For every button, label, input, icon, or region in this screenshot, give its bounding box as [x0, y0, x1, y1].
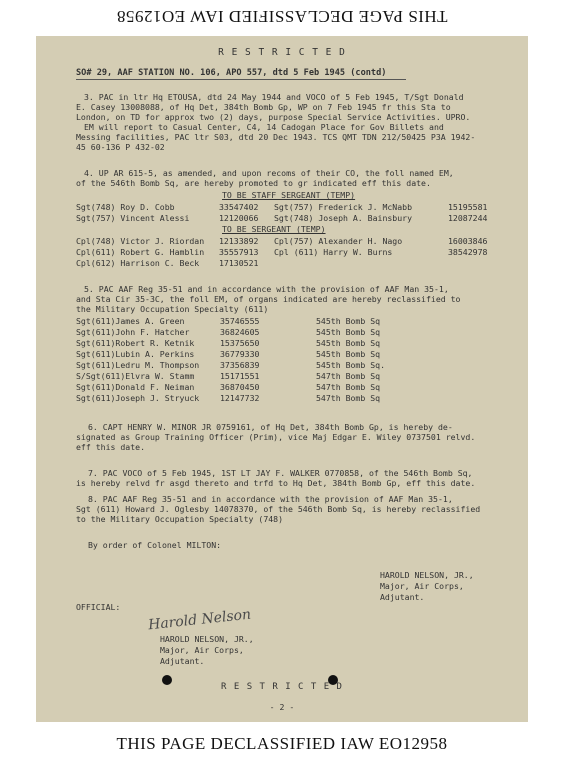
para5-line-1: 5. PAC AAF Reg 35-51 and in accordance with the provision of AAF Man 35-1,: [84, 284, 449, 294]
para3-line-5: Messing facilities, PAC ltr S03, dtd 20 Dec 1943. TCS QMT TDN 212/50425 P3A 1942-: [76, 132, 476, 142]
by-order-line: By order of Colonel MILTON:: [88, 540, 222, 550]
para8-line-3: to the Military Occupation Specialty (748): [76, 514, 284, 524]
ssgt-row-1-serial-a: 33547402: [219, 202, 259, 212]
reclass-row-3-serial: 15375650: [220, 338, 260, 348]
sig-left-name: HAROLD NELSON, JR.,: [160, 634, 254, 644]
ssgt-row-2-name-b: Sgt(748) Joseph A. Bainsbury: [274, 213, 413, 223]
declassified-banner-top: THIS PAGE DECLASSIFIED IAW EO12958: [116, 7, 448, 26]
para3-line-2: E. Casey 13008088, of Hq Det, 384th Bomb Gp, WP on 7 Feb 1945 fr this Sta to: [76, 102, 451, 112]
sig-left-rank: Major, Air Corps,: [160, 645, 244, 655]
header-underline: [76, 79, 406, 80]
reclass-row-5-serial: 37356839: [220, 360, 260, 370]
sig-right-name: HAROLD NELSON, JR.,: [380, 570, 474, 580]
reclass-row-7-name: Sgt(611)Donald F. Neiman: [76, 382, 195, 392]
reclass-row-5-unit: 545th Bomb Sq.: [316, 360, 386, 370]
reclass-row-2-name: Sgt(611)John F. Hatcher: [76, 327, 190, 337]
para5-line-2: and Sta Cir 35-3C, the foll EM, of organs indicated are hereby reclassified to: [76, 294, 461, 304]
official-label: OFFICIAL:: [76, 602, 121, 612]
para4-line-1: 4. UP AR 615-5, as amended, and upon recoms of their CO, the foll named EM,: [84, 168, 454, 178]
reclass-row-2-unit: 545th Bomb Sq: [316, 327, 381, 337]
ssgt-row-1-name-a: Sgt(748) Roy D. Cobb: [76, 202, 175, 212]
para5-line-3: the Military Occupation Specialty (611): [76, 304, 269, 314]
para3-line-1: 3. PAC in ltr Hq ETOUSA, dtd 24 May 1944 and VOCO of 5 Feb 1945, T/Sgt Donald: [84, 92, 464, 102]
para6-line-1: 6. CAPT HENRY W. MINOR JR 0759161, of Hq Det, 384th Bomb Gp, is hereby de-: [88, 422, 453, 432]
sgt-row-2-serial-b: 38542978: [448, 247, 488, 257]
sig-right-rank: Major, Air Corps,: [380, 581, 464, 591]
reclass-row-4-serial: 36779330: [220, 349, 260, 359]
para3-line-4: EM will report to Casual Center, C4, 14 Cadogan Place for Gov Billets and: [84, 122, 444, 132]
para3-line-6: 45 60-136 P 432-02: [76, 142, 165, 152]
restricted-footer: R E S T R I C T E D: [221, 682, 343, 692]
sgt-row-2-name-a: Cpl(611) Robert G. Hamblin: [76, 247, 205, 257]
para7-line-2: is hereby relvd fr asgd thereto and trfd to Hq Det, 384th Bomb Gp, eff this date.: [76, 478, 476, 488]
reclass-row-6-unit: 547th Bomb Sq: [316, 371, 381, 381]
reclass-row-8-unit: 547th Bomb Sq: [316, 393, 381, 403]
reclass-row-1-name: Sgt(611)James A. Green: [76, 316, 185, 326]
para8-line-2: Sgt (611) Howard J. Oglesby 14078370, of the 546th Bomb Sq, is hereby reclassified: [76, 504, 481, 514]
sgt-row-3-name-a: Cpl(612) Harrison C. Beck: [76, 258, 200, 268]
reclass-row-8-name: Sgt(611)Joseph J. Stryuck: [76, 393, 200, 403]
sgt-row-1-name-b: Cpl(757) Alexander H. Nago: [274, 236, 403, 246]
sgt-row-2-serial-a: 35557913: [219, 247, 259, 257]
sig-left-title: Adjutant.: [160, 656, 205, 666]
sig-right-title: Adjutant.: [380, 592, 425, 602]
reclass-row-7-unit: 547th Bomb Sq: [316, 382, 381, 392]
reclass-row-3-unit: 545th Bomb Sq: [316, 338, 381, 348]
restricted-header: R E S T R I C T E D: [218, 47, 346, 58]
reclass-row-4-unit: 545th Bomb Sq: [316, 349, 381, 359]
para3-line-3: London, on TD for approx two (2) days, purpose Special Service Activities. UPRO.: [76, 112, 471, 122]
order-header: SO# 29, AAF STATION NO. 106, APO 557, dtd 5 Feb 1945 (contd): [76, 68, 387, 78]
reclass-row-7-serial: 36870450: [220, 382, 260, 392]
reclass-row-6-name: S/Sgt(611)Elvra W. Stamm: [76, 371, 195, 381]
sgt-row-1-serial-b: 16003846: [448, 236, 488, 246]
reclass-row-8-serial: 12147732: [220, 393, 260, 403]
declassified-banner-bottom: THIS PAGE DECLASSIFIED IAW EO12958: [116, 734, 448, 753]
reclass-row-2-serial: 36824605: [220, 327, 260, 337]
reclass-row-1-unit: 545th Bomb Sq: [316, 316, 381, 326]
para6-line-2: signated as Group Training Officer (Prim), vice Maj Edgar E. Wiley 0737501 relvd.: [76, 432, 476, 442]
ssgt-row-2-serial-b: 12087244: [448, 213, 488, 223]
reclass-row-5-name: Sgt(611)Ledru M. Thompson: [76, 360, 200, 370]
sgt-row-1-name-a: Cpl(748) Victor J. Riordan: [76, 236, 205, 246]
ssgt-row-1-serial-b: 15195581: [448, 202, 488, 212]
reclass-row-4-name: Sgt(611)Lubin A. Perkins: [76, 349, 195, 359]
handwritten-signature: Harold Nelson: [147, 606, 252, 634]
reclass-row-6-serial: 15171551: [220, 371, 260, 381]
ssgt-row-1-name-b: Sgt(757) Frederick J. McNabb: [274, 202, 413, 212]
sgt-row-3-serial-a: 17130521: [219, 258, 259, 268]
para7-line-1: 7. PAC VOCO of 5 Feb 1945, 1ST LT JAY F. WALKER 0770858, of the 546th Bomb Sq,: [88, 468, 473, 478]
reclass-row-1-serial: 35746555: [220, 316, 260, 326]
document-page: [36, 36, 528, 722]
to-be-sergeant-heading: TO BE SERGEANT (TEMP): [222, 224, 326, 234]
sgt-row-1-serial-a: 12133892: [219, 236, 259, 246]
para8-line-1: 8. PAC AAF Reg 35-51 and in accordance with the provision of AAF Man 35-1,: [88, 494, 453, 504]
para4-line-2: of the 546th Bomb Sq, are hereby promoted to gr indicated eff this date.: [76, 178, 431, 188]
sgt-row-2-name-b: Cpl (611) Harry W. Burns: [274, 247, 393, 257]
to-be-staff-sergeant-heading: TO BE STAFF SERGEANT (TEMP): [222, 190, 356, 200]
reclass-row-3-name: Sgt(611)Robert R. Ketnik: [76, 338, 195, 348]
para6-line-3: eff this date.: [76, 442, 146, 452]
ssgt-row-2-serial-a: 12120066: [219, 213, 259, 223]
ssgt-row-2-name-a: Sgt(757) Vincent Alessi: [76, 213, 190, 223]
page-number: - 2 -: [269, 702, 295, 712]
